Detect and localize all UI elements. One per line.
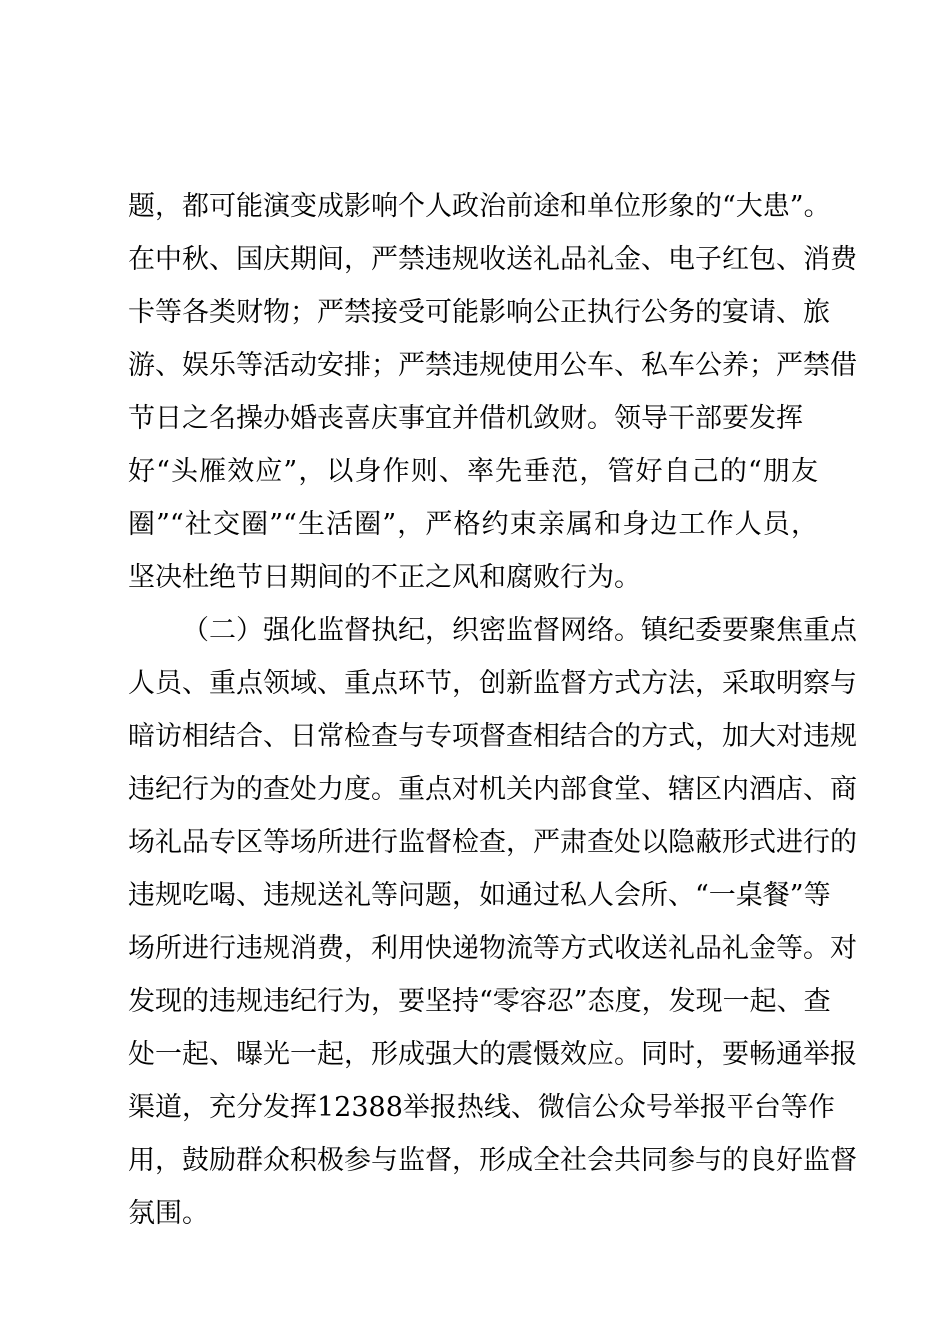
text-line: 卡等各类财物；严禁接受可能影响公正执行公务的宴请、旅 — [128, 297, 830, 328]
text-line: 氛围。 — [128, 1198, 209, 1229]
text-line: 违规吃喝、违规送礼等问题，如通过私人会所、“一桌餐”等 — [128, 880, 831, 911]
body-text — [128, 180, 857, 1240]
text-line: 处一起、曝光一起，形成强大的震慑效应。同时，要畅通举报 — [128, 1039, 857, 1070]
text-line: 游、娱乐等活动安排；严禁违规使用公车、私车公养；严禁借 — [128, 350, 857, 381]
text-line: 坚决杜绝节日期间的不正之风和腐败行为。 — [128, 562, 641, 593]
text-line: 在中秋、国庆期间，严禁违规收送礼品礼金、电子红包、消费 — [128, 244, 857, 275]
text-line: 圈”“社交圈”“生活圈”，严格约束亲属和身边工作人员， — [128, 509, 818, 540]
text-line: 发现的违规违纪行为，要坚持“零容忍”态度，发现一起、查 — [128, 986, 831, 1017]
text-line: 违纪行为的查处力度。重点对机关内部食堂、辖区内酒店、商 — [128, 774, 857, 805]
text-line: 节日之名操办婚丧喜庆事宜并借机敛财。领导干部要发挥 — [128, 403, 803, 434]
text-line: 人员、重点领域、重点环节，创新监督方式方法，采取明察与 — [128, 668, 857, 699]
text-line: 用，鼓励群众积极参与监督，形成全社会共同参与的良好监督 — [128, 1145, 857, 1176]
section-heading-line: （二）强化监督执纪，织密监督网络。镇纪委要聚焦重点 — [182, 615, 857, 646]
text-line: 暗访相结合、日常检查与专项督查相结合的方式，加大对违规 — [128, 721, 857, 752]
text-line: 题，都可能演变成影响个人政治前途和单位形象的“大患”。 — [128, 191, 831, 222]
text-line: 场所进行违规消费，利用快递物流等方式收送礼品礼金等。对 — [128, 933, 857, 964]
text-line: 好“头雁效应”，以身作则、率先垂范，管好自己的“朋友 — [128, 456, 818, 487]
text-line: 渠道，充分发挥12388举报热线、微信公众号举报平台等作 — [128, 1092, 835, 1123]
text-line: 场礼品专区等场所进行监督检查，严肃查处以隐蔽形式进行的 — [128, 827, 857, 858]
